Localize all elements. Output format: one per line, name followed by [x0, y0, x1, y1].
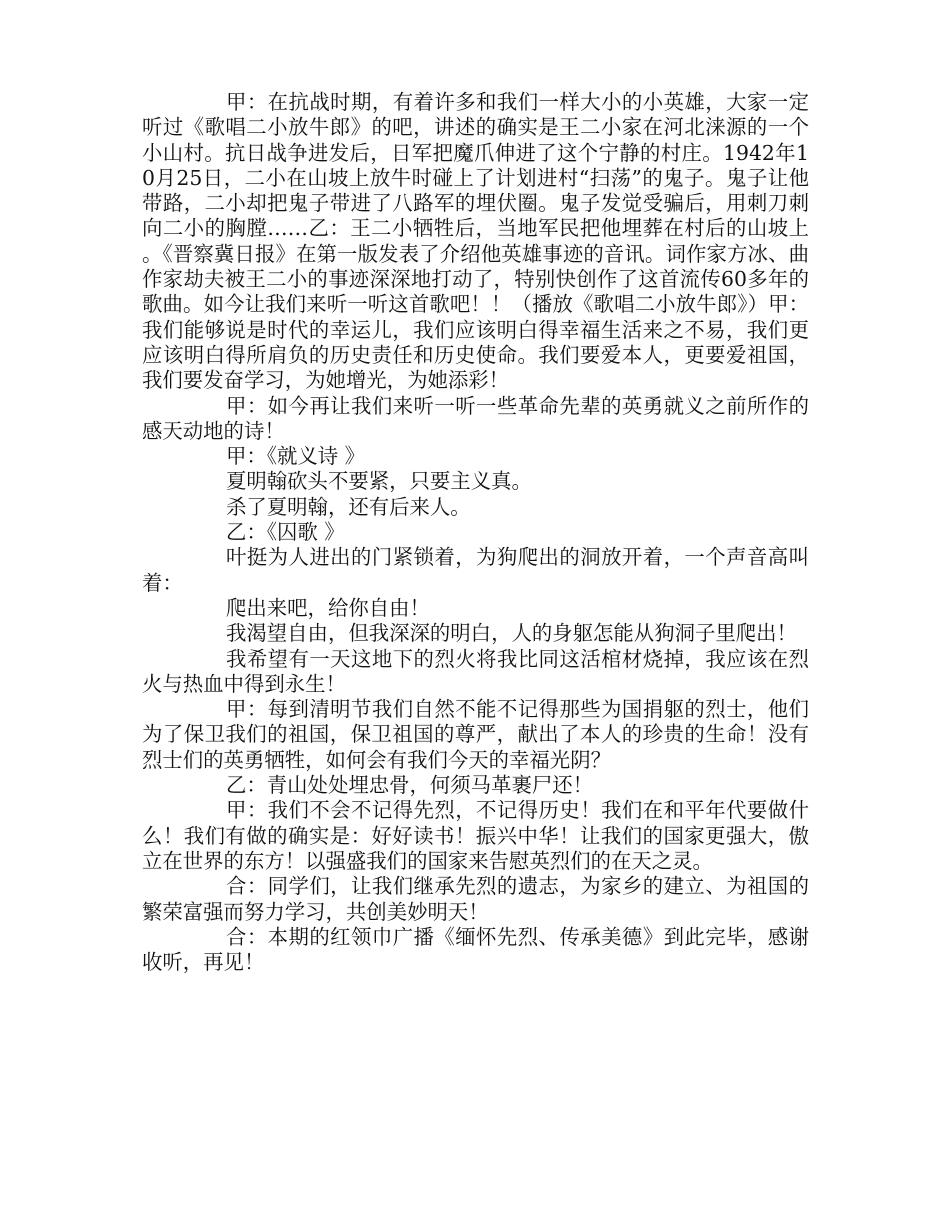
- document-body: [142, 90, 809, 975]
- paragraph-15: 合：本期的红领巾广播《缅怀先烈、传承美德》到此完毕，感谢收听，再见！: [142, 924, 809, 975]
- paragraph-12: 乙：青山处处埋忠骨，何须马革裹尸还！: [226, 773, 594, 798]
- paragraph-4: 夏明翰砍头不要紧，只要主义真。: [226, 469, 532, 494]
- paragraph-8: 爬出来吧，给你自由！: [226, 595, 430, 620]
- paragraph-3: 甲：《就义诗 》: [226, 444, 366, 469]
- paragraph-14: 合：同学们，让我们继承先烈的遗志，为家乡的建立、为祖国的繁荣富强而努力学习，共创美妙明天！: [142, 874, 809, 924]
- paragraph-13: 甲：我们不会不记得先烈，不记得历史！我们在和平年代要做什么！我们有做的确实是：好好读书！振兴中华！让我们的国家更强大，傲立在世界的东方！以强盛我们的国家来告慰英烈们的在天之灵。: [142, 798, 809, 873]
- paragraph-10: 我希望有一天这地下的烈火将我比同这活棺材烧掉，我应该在烈火与热血中得到永生！: [142, 646, 809, 696]
- paragraph-2: 甲：如今再让我们来听一听一些革命先辈的英勇就义之前所作的感天动地的诗！: [142, 393, 809, 443]
- paragraph-9: 我渴望自由，但我深深的明白，人的身躯怎能从狗洞子里爬出！: [226, 621, 797, 646]
- paragraph-1: 甲：在抗战时期，有着许多和我们一样大小的小英雄，大家一定听过《歌唱二小放牛郎》的吧，讲述的确实是王二小家在河北涞源的一个小山村。抗日战争进发后，日军把魔爪伸进了这个宁静的村庄。1942年10月25日，二小在山坡上放牛时碰上了计划进村“扫荡”的鬼子。鬼子让他带路，二小却把鬼子带进了八路军的埋伏圈。鬼子发觉受骗后，用刺刀刺向二小的胸膛……乙：王二小牺牲后，当地军民把他埋葬在村后的山坡上。《晋察冀日报》在第一版发表了介绍他英雄事迹的音讯。词作家方冰、曲作家劫夫被王二小的事迹深深地打动了，特别快创作了这首流传60多年的歌曲。如今让我们来听一听这首歌吧！！（播放《歌唱二小放牛郎》）甲：我们能够说是时代的幸运儿，我们应该明白得幸福生活来之不易，我们更应该明白得所肩负的历史责任和历史使命。我们要爱本人，更要爱祖国，我们要发奋学习，为她增光，为她添彩！: [142, 90, 809, 393]
- paragraph-6: 乙：《囚歌 》: [226, 520, 345, 545]
- paragraph-11: 甲：每到清明节我们自然不能不记得那些为国捐躯的烈士，他们为了保卫我们的祖国，保卫祖国的尊严，献出了本人的珍贵的生命！没有烈士们的英勇牺牲，如何会有我们今天的幸福光阴？: [142, 697, 809, 772]
- paragraph-7: 叶挺为人进出的门紧锁着，为狗爬出的洞放开着，一个声音高叫着：: [142, 545, 809, 595]
- paragraph-5: 杀了夏明翰，还有后来人。: [226, 494, 471, 519]
